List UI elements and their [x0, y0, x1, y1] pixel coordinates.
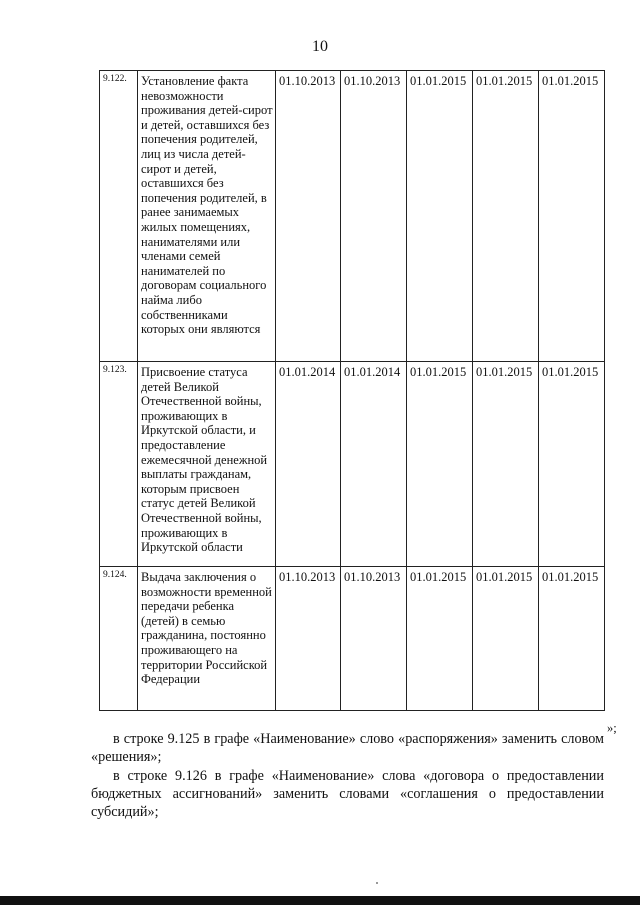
service-name: Установление факта невозможности проживания детей-сирот и детей, оставшихся без попечения родителей, лиц из числа детей-сирот и детей, оставшихся без попечения родителей, в ранее занимаемых жилых помещениях, нанимателями или членами семей нанимателей по договорам социального найма либо собственниками которых они являются — [138, 71, 276, 362]
date-cell: 01.10.2013 — [341, 567, 407, 711]
amendment-paragraph — [91, 730, 604, 766]
date-cell: 01.10.2013 — [276, 71, 341, 362]
date-cell: 01.01.2014 — [341, 362, 407, 567]
service-name: Выдача заключения о возможности временной передачи ребенка (детей) в семью гражданина, постоянно проживающего на территории Российской Федерации — [138, 567, 276, 711]
date-cell: 01.01.2015 — [473, 71, 539, 362]
date-cell: 01.10.2013 — [276, 567, 341, 711]
date-cell: 01.01.2015 — [407, 362, 473, 567]
paragraph-text: в строке 9.126 в графе «Наименование» слова «договора о предоставлении бюджетных ассигнований» заменить словами «соглашения о предоставлении субсидий»; — [91, 768, 604, 820]
date-cell: 01.01.2015 — [539, 71, 605, 362]
date-cell: 01.01.2015 — [539, 567, 605, 711]
date-cell: 01.01.2014 — [276, 362, 341, 567]
date-cell: 01.01.2015 — [473, 362, 539, 567]
amendment-paragraph — [91, 767, 604, 821]
scan-bottom-edge — [0, 896, 640, 905]
scan-speck — [376, 882, 378, 884]
date-cell: 01.01.2015 — [473, 567, 539, 711]
row-number: 9.123. — [100, 362, 138, 567]
table-row — [100, 71, 605, 362]
date-cell: 01.10.2013 — [341, 71, 407, 362]
row-number: 9.122. — [100, 71, 138, 362]
date-cell: 01.01.2015 — [407, 567, 473, 711]
page-number: 10 — [312, 38, 328, 55]
closing-quote-mark: »; — [607, 721, 617, 735]
table-row — [100, 567, 605, 711]
paragraph-text: в строке 9.125 в графе «Наименование» слово «распоряжения» заменить словом «решения»; — [91, 731, 604, 765]
table-row — [100, 362, 605, 567]
date-cell: 01.01.2015 — [407, 71, 473, 362]
service-name: Присвоение статуса детей Великой Отечественной войны, проживающих в Иркутской области, и предоставление ежемесячной денежной выплаты гражданам, которым присвоен статус детей Великой Отечественной войны, проживающих в Иркутской области — [138, 362, 276, 567]
row-number: 9.124. — [100, 567, 138, 711]
amendment-table — [99, 70, 605, 711]
date-cell: 01.01.2015 — [539, 362, 605, 567]
